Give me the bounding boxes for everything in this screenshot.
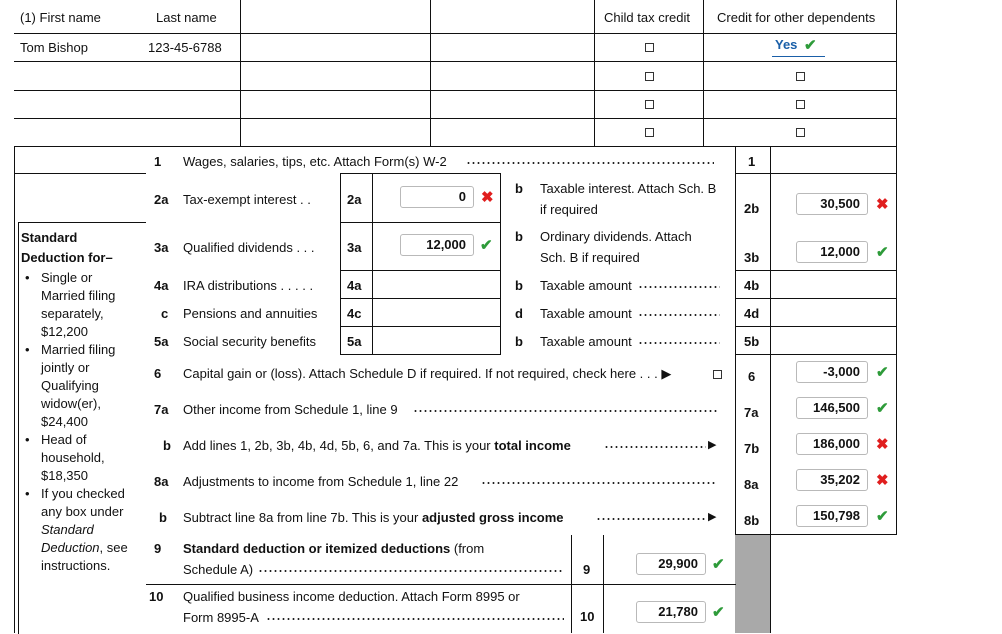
std-ded-text: , see	[99, 540, 128, 555]
std-ded-text: Married filing	[41, 288, 116, 303]
line-letter: b	[515, 181, 523, 196]
line-number: 2a	[154, 192, 169, 207]
std-ded-subtitle: Deduction for–	[21, 250, 113, 265]
box-label: 7a	[744, 405, 759, 420]
line-5b-label: Taxable amount	[540, 334, 632, 349]
line-number: 7a	[154, 402, 169, 417]
line-8b-label: Subtract line 8a from line 7b. This is your adjusted gross income	[183, 510, 564, 525]
capital-gain-input[interactable]: -3,000	[796, 361, 868, 383]
other-dependents-select[interactable]	[772, 37, 825, 57]
std-ded-title: Standard	[21, 230, 78, 245]
line-number: 8a	[154, 474, 169, 489]
correct-icon: ✔	[876, 244, 889, 261]
box-label: 4c	[347, 306, 362, 321]
adjustments-input[interactable]: 35,202	[796, 469, 868, 491]
std-ded-text: Married filing	[41, 342, 116, 357]
line-number: 3a	[154, 240, 169, 255]
std-ded-text: Single or	[41, 270, 93, 285]
line-3a-label: Qualified dividends . . .	[183, 240, 315, 255]
line-7a-label: Other income from Schedule 1, line 9	[183, 402, 398, 417]
line-letter: d	[515, 306, 523, 321]
correct-icon: ✔	[480, 237, 493, 254]
line-number: b	[163, 438, 171, 453]
line-letter: b	[515, 334, 523, 349]
arrow-icon: ▶	[708, 439, 717, 451]
line-3b-label: Ordinary dividends. Attach	[540, 229, 692, 244]
qualified-dividends-input[interactable]: 12,000	[400, 234, 474, 256]
other-dependents-checkbox[interactable]	[796, 100, 805, 109]
line-2a-label: Tax-exempt interest . .	[183, 192, 311, 207]
std-ded-text: instructions.	[41, 558, 111, 573]
box-label: 8b	[744, 513, 760, 528]
box-label: 7b	[744, 441, 760, 456]
line-4b-label: Taxable amount	[540, 278, 632, 293]
correct-icon: ✔	[876, 364, 889, 381]
agi-input[interactable]: 150,798	[796, 505, 868, 527]
std-ded-text: widow(er),	[41, 396, 101, 411]
line-4d-label: Taxable amount	[540, 306, 632, 321]
incorrect-icon: ✖	[481, 189, 494, 206]
capital-gain-checkbox[interactable]	[713, 370, 722, 379]
line-7b-label: Add lines 1, 2b, 3b, 4b, 4d, 5b, 6, and 7a. This is your total income	[183, 438, 571, 453]
line-10-label: Form 8995-A	[183, 610, 259, 625]
box-label: 9	[583, 562, 591, 577]
incorrect-icon: ✖	[876, 436, 889, 453]
box-label: 10	[580, 609, 595, 624]
taxable-interest-input[interactable]: 30,500	[796, 193, 868, 215]
line-1-label: Wages, salaries, tips, etc. Attach Form(s) W-2	[183, 154, 447, 169]
std-ded-text: Qualifying	[41, 378, 99, 393]
line-letter: b	[515, 229, 523, 244]
std-ded-text: $18,350	[41, 468, 88, 483]
line-number: c	[161, 306, 169, 321]
std-ded-text: separately,	[41, 306, 104, 321]
box-label: 3b	[744, 250, 760, 265]
other-dependents-checkbox[interactable]	[796, 128, 805, 137]
line-10-label: Qualified business income deduction. Attach Form 8995 or	[183, 589, 520, 604]
header-other-dependents: Credit for other dependents	[717, 10, 876, 25]
arrow-icon: ▶	[708, 511, 717, 523]
std-ded-text: jointly or	[41, 360, 90, 375]
box-label: 5b	[744, 334, 760, 349]
line-3b-label: Sch. B if required	[540, 250, 640, 265]
child-tax-credit-checkbox[interactable]	[645, 72, 654, 81]
qbi-deduction-input[interactable]: 21,780	[636, 601, 706, 623]
other-income-input[interactable]: 146,500	[796, 397, 868, 419]
line-number: 9	[154, 541, 162, 556]
line-4a-label: IRA distributions . . . . .	[183, 278, 314, 293]
ordinary-dividends-input[interactable]: 12,000	[796, 241, 868, 263]
box-label: 4b	[744, 278, 760, 293]
std-ded-text: Deduction	[41, 540, 100, 555]
line-2b-label: Taxable interest. Attach Sch. B	[540, 181, 717, 196]
incorrect-icon: ✖	[876, 196, 889, 213]
header-last-name: Last name	[156, 10, 217, 25]
line-5a-label: Social security benefits	[183, 334, 316, 349]
header-child-tax-credit: Child tax credit	[604, 10, 690, 25]
box-label: 1	[748, 154, 756, 169]
box-label: 4d	[744, 306, 760, 321]
incorrect-icon: ✖	[876, 472, 889, 489]
line-9-label: Schedule A)	[183, 562, 254, 577]
line-number: 10	[149, 589, 164, 604]
dependent-first-name: Tom Bishop	[20, 40, 88, 55]
box-label: 6	[748, 369, 756, 384]
correct-icon: ✔	[712, 604, 725, 621]
line-2b-label: if required	[540, 202, 598, 217]
correct-icon: ✔	[876, 400, 889, 417]
child-tax-credit-checkbox[interactable]	[645, 128, 654, 137]
std-ded-text: household,	[41, 450, 105, 465]
correct-icon: ✔	[712, 556, 725, 573]
tax-exempt-interest-input[interactable]: 0	[400, 186, 474, 208]
child-tax-credit-checkbox[interactable]	[645, 43, 654, 52]
dependent-last-name: 123-45-6788	[148, 40, 222, 55]
line-number: 4a	[154, 278, 169, 293]
shaded-cell	[735, 535, 770, 633]
line-letter: b	[515, 278, 523, 293]
std-ded-text: Head of	[41, 432, 87, 447]
std-ded-text: Standard	[41, 522, 94, 537]
standard-deduction-input[interactable]: 29,900	[636, 553, 706, 575]
box-label: 5a	[347, 334, 362, 349]
box-label: 3a	[347, 240, 362, 255]
correct-icon: ✔	[876, 508, 889, 525]
line-number: 5a	[154, 334, 169, 349]
line-number: b	[159, 510, 167, 525]
std-ded-text: any box under	[41, 504, 124, 519]
line-number: 6	[154, 366, 162, 381]
line-4c-label: Pensions and annuities	[183, 306, 318, 321]
std-ded-text: $12,200	[41, 324, 88, 339]
box-label: 2b	[744, 201, 760, 216]
line-9-label: Standard deduction or itemized deductions (from	[183, 541, 485, 556]
header-first-name: (1) First name	[20, 10, 101, 25]
std-ded-text: $24,400	[41, 414, 88, 429]
line-6-label: Capital gain or (loss). Attach Schedule D if required. If not required, check here . . . ▶	[183, 366, 672, 381]
std-ded-text: If you checked	[41, 486, 125, 501]
line-number: 1	[154, 154, 162, 169]
select-value: Yes	[775, 37, 798, 52]
other-dependents-checkbox[interactable]	[796, 72, 805, 81]
line-8a-label: Adjustments to income from Schedule 1, line 22	[183, 474, 459, 489]
box-label: 8a	[744, 477, 759, 492]
check-icon: ✔	[804, 37, 817, 54]
total-income-input[interactable]: 186,000	[796, 433, 868, 455]
child-tax-credit-checkbox[interactable]	[645, 100, 654, 109]
box-label: 4a	[347, 278, 362, 293]
box-label: 2a	[347, 192, 362, 207]
